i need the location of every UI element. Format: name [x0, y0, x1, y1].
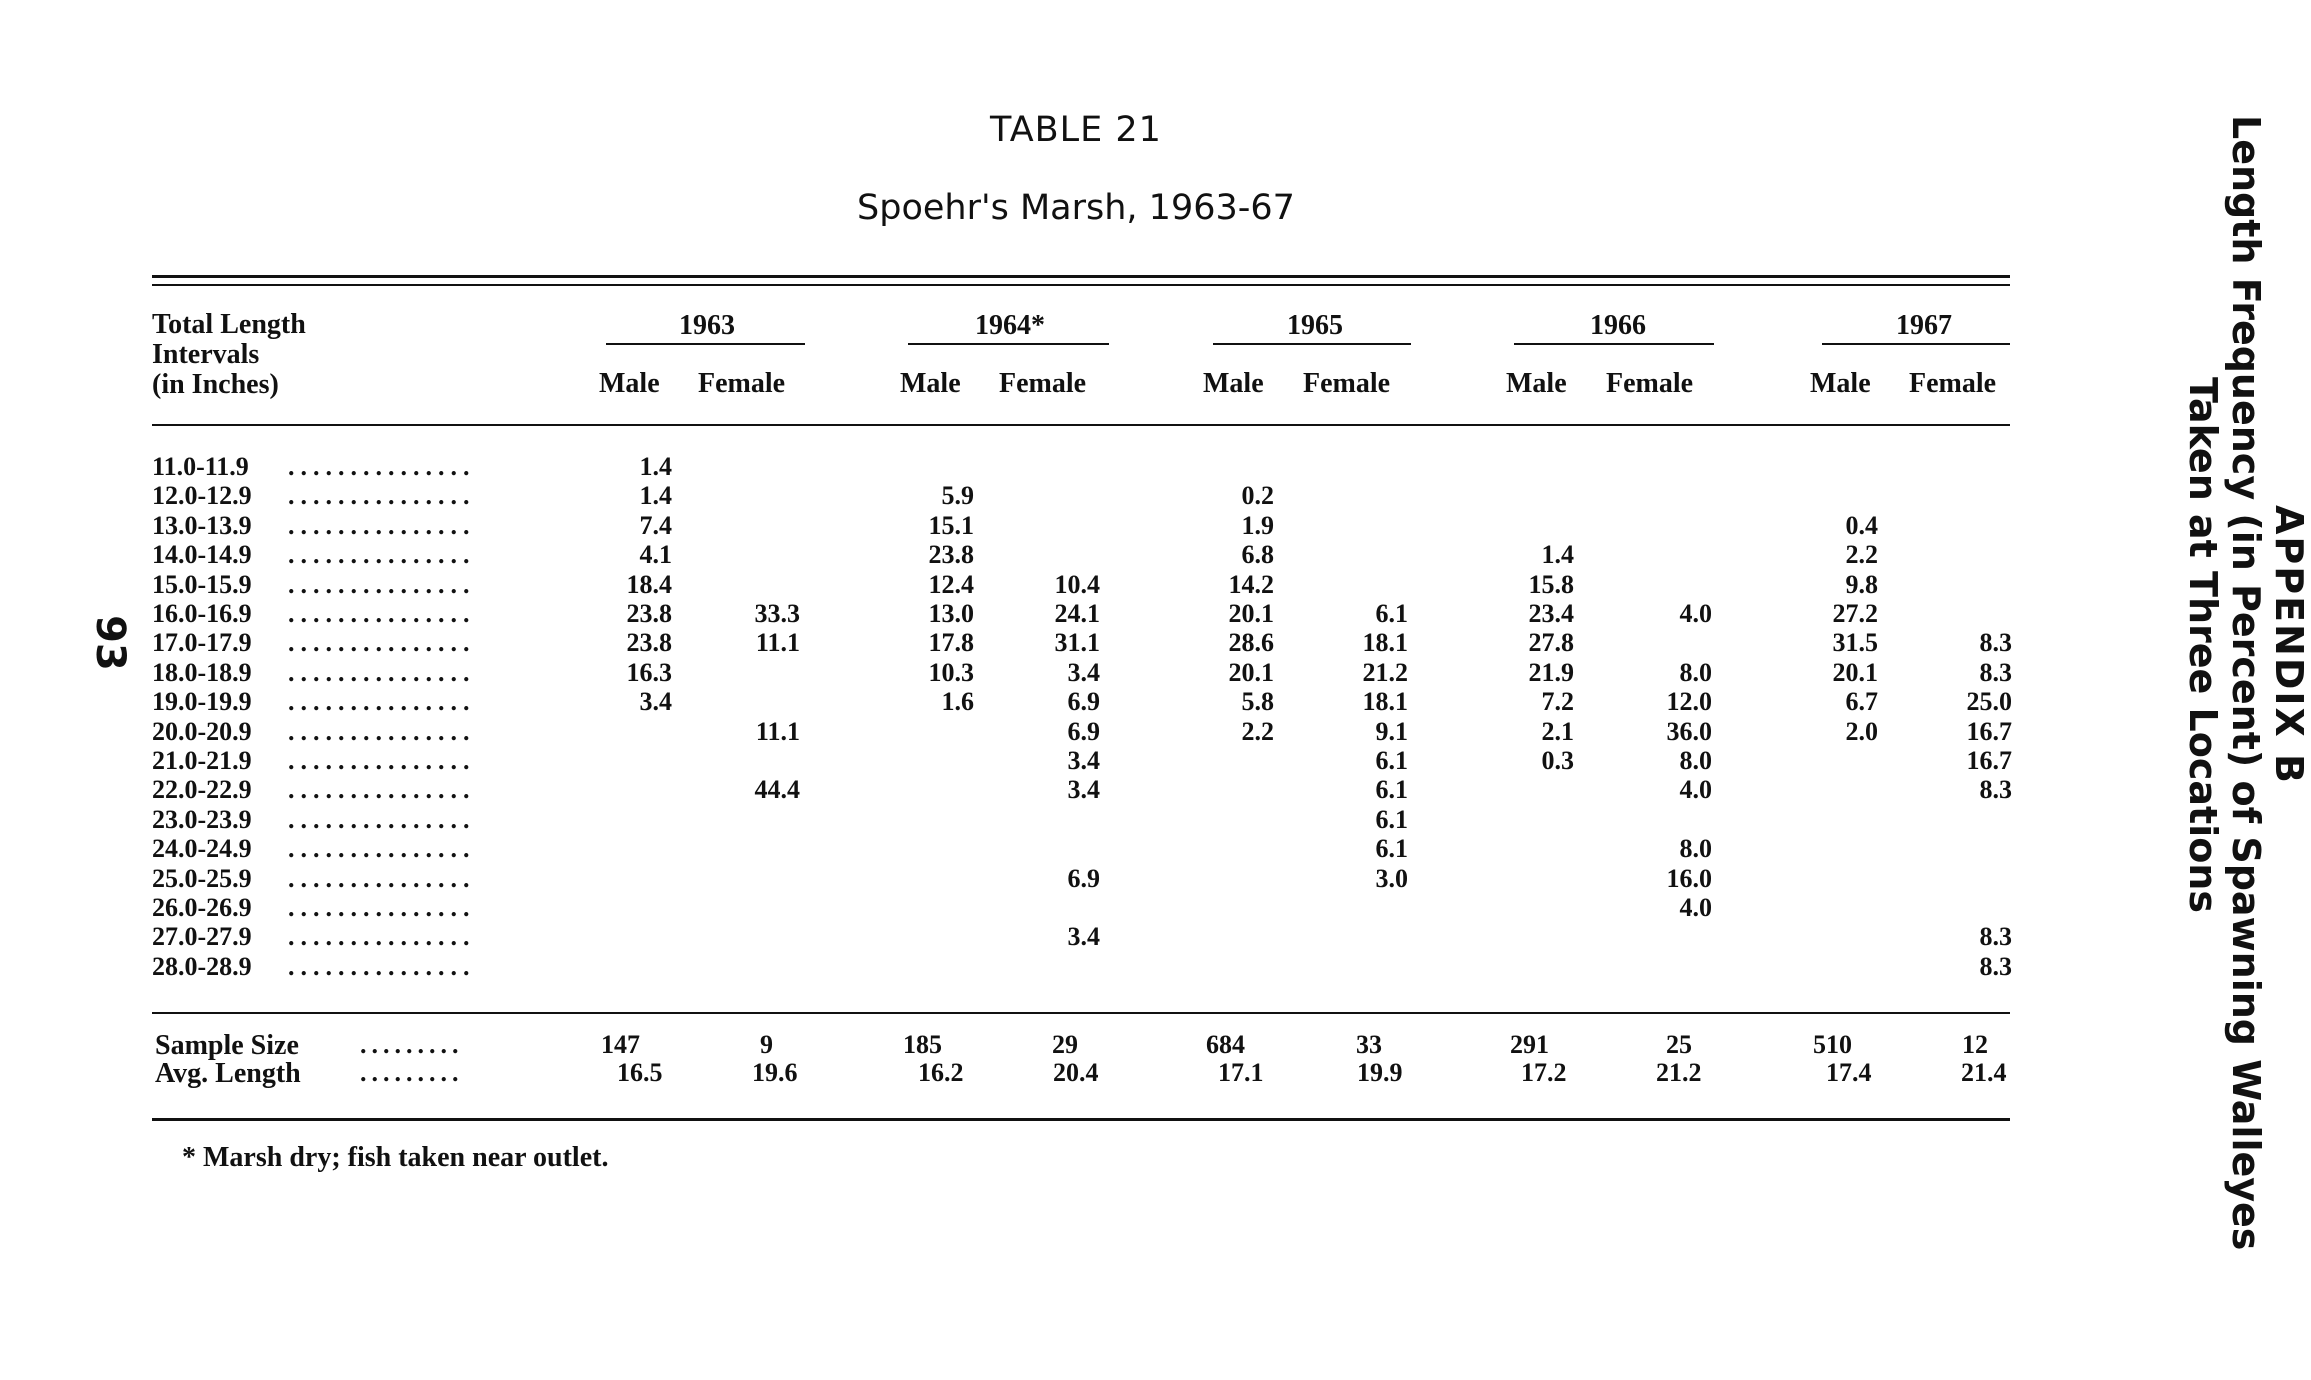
table-cell: 8.0 — [1679, 746, 1712, 775]
table-top-rule-secondary — [152, 284, 2010, 286]
table-cell: 4.0 — [1679, 599, 1712, 628]
interval-label: 20.0-20.9 — [152, 716, 252, 746]
year-header-1: 1964* — [975, 310, 1045, 341]
footer-cell: 16.2 — [918, 1058, 964, 1087]
year-header-0: 1963 — [679, 310, 735, 341]
table-cell: 9.1 — [1375, 716, 1408, 746]
footer-cell: 17.4 — [1826, 1058, 1872, 1087]
dot-leader: ............... — [288, 657, 476, 687]
table-row — [0, 687, 2217, 716]
dot-leader: ............... — [288, 893, 476, 922]
table-cell: 18.1 — [1362, 628, 1408, 658]
avg-length-row — [0, 1058, 2217, 1088]
table-cell: 25.0 — [1966, 687, 2012, 717]
dot-leader: ............... — [288, 452, 476, 481]
table-row — [0, 717, 2217, 746]
page-number: 93 — [86, 615, 133, 671]
table-cell: 24.1 — [1054, 599, 1100, 628]
table-cell: 5.9 — [941, 481, 974, 511]
interval-label: 17.0-17.9 — [152, 628, 252, 658]
table-cell: 21.2 — [1362, 657, 1408, 687]
table-cell: 4.0 — [1679, 775, 1712, 805]
appendix-title-line2: Taken at Three Locations — [2181, 377, 2225, 913]
table-cell: 4.0 — [1679, 893, 1712, 922]
footer-cell: 147 — [601, 1030, 640, 1059]
year-header-line-4 — [1822, 343, 2010, 345]
footer-cell: 9 — [760, 1030, 773, 1059]
sample-size-row — [0, 1030, 2217, 1060]
dot-leader: ............... — [288, 922, 476, 952]
table-cell: 1.4 — [639, 452, 672, 481]
male-header-0: Male — [599, 368, 660, 399]
bottom-rule — [152, 1118, 2010, 1121]
table-cell: 8.0 — [1679, 657, 1712, 687]
dot-leader: ............... — [288, 569, 476, 599]
table-cell: 16.0 — [1666, 863, 1712, 893]
footer-cell: 29 — [1052, 1030, 1078, 1059]
interval-label: 21.0-21.9 — [152, 746, 252, 775]
sample-size-row-label: Sample Size — [155, 1030, 299, 1061]
table-row — [0, 570, 2217, 599]
footer-cell: 17.2 — [1521, 1058, 1567, 1087]
dot-leader: ............... — [288, 540, 476, 570]
table-row — [0, 775, 2217, 804]
dot-leader: ............... — [288, 951, 476, 981]
table-cell: 18.1 — [1362, 687, 1408, 717]
interval-label: 22.0-22.9 — [152, 775, 252, 805]
table-cell: 6.1 — [1375, 775, 1408, 805]
male-header-1: Male — [900, 368, 961, 399]
table-cell: 27.2 — [1832, 599, 1878, 628]
interval-label: 13.0-13.9 — [152, 510, 252, 540]
footer-cell: 21.4 — [1961, 1058, 2007, 1087]
table-cell: 1.9 — [1241, 510, 1274, 540]
table-cell: 18.4 — [626, 569, 672, 599]
table-cell: 2.1 — [1541, 716, 1574, 746]
dot-leader: ............... — [288, 863, 476, 893]
table-cell: 10.3 — [928, 657, 974, 687]
female-header-0: Female — [698, 368, 786, 399]
table-cell: 15.1 — [928, 510, 974, 540]
table-cell: 3.4 — [1067, 922, 1100, 952]
footnote: * Marsh dry; fish taken near outlet. — [182, 1142, 609, 1173]
header-rule — [152, 424, 2010, 426]
table-cell: 4.1 — [639, 540, 672, 570]
table-cell: 0.4 — [1845, 510, 1878, 540]
interval-label: 28.0-28.9 — [152, 951, 252, 981]
year-header-line-0 — [606, 343, 805, 345]
table-cell: 12.0 — [1666, 687, 1712, 717]
interval-label: 24.0-24.9 — [152, 834, 252, 864]
female-header-3: Female — [1606, 368, 1694, 399]
table-cell: 3.0 — [1375, 863, 1408, 893]
table-cell: 0.3 — [1541, 746, 1574, 775]
interval-label: 23.0-23.9 — [152, 804, 252, 834]
appendix-label: APPENDIX B — [2267, 504, 2311, 786]
row-header — [152, 310, 306, 400]
male-header-3: Male — [1506, 368, 1567, 399]
interval-label: 15.0-15.9 — [152, 569, 252, 599]
footer-cell: 291 — [1510, 1030, 1549, 1059]
table-title: TABLE 21 — [990, 110, 1162, 150]
table-cell: 31.1 — [1054, 628, 1100, 658]
interval-label: 18.0-18.9 — [152, 657, 252, 687]
table-cell: 8.3 — [1979, 657, 2012, 687]
table-row — [0, 481, 2217, 510]
year-header-line-2 — [1213, 343, 1411, 345]
table-cell: 15.8 — [1528, 569, 1574, 599]
year-header-line-3 — [1514, 343, 1714, 345]
table-cell: 1.4 — [639, 481, 672, 511]
table-row — [0, 599, 2217, 628]
table-cell: 2.0 — [1845, 716, 1878, 746]
dot-leader: ............... — [288, 775, 476, 805]
table-cell: 33.3 — [754, 599, 800, 628]
table-cell: 12.4 — [928, 569, 974, 599]
table-cell: 11.1 — [755, 628, 800, 658]
table-cell: 20.1 — [1228, 657, 1274, 687]
year-header-3: 1966 — [1590, 310, 1646, 341]
table-cell: 3.4 — [639, 687, 672, 717]
table-cell: 8.3 — [1979, 775, 2012, 805]
dot-leader: ............... — [288, 716, 476, 746]
interval-label: 26.0-26.9 — [152, 893, 252, 922]
male-header-2: Male — [1203, 368, 1264, 399]
table-top-rule — [152, 275, 2010, 278]
table-cell: 8.3 — [1979, 628, 2012, 658]
year-header-2: 1965 — [1287, 310, 1343, 341]
dot-leader: ............... — [288, 481, 476, 511]
footer-cell: 510 — [1813, 1030, 1852, 1059]
table-row — [0, 864, 2217, 893]
body-rule — [152, 1012, 2010, 1014]
dot-leader: ............... — [288, 599, 476, 628]
table-cell: 17.8 — [928, 628, 974, 658]
table-cell: 14.2 — [1228, 569, 1274, 599]
table-cell: 6.1 — [1375, 599, 1408, 628]
female-header-4: Female — [1909, 368, 1997, 399]
table-cell: 31.5 — [1832, 628, 1878, 658]
table-cell: 6.1 — [1375, 804, 1408, 834]
table-cell: 44.4 — [754, 775, 800, 805]
table-row — [0, 452, 2217, 481]
table-cell: 3.4 — [1067, 746, 1100, 775]
table-cell: 20.1 — [1228, 599, 1274, 628]
table-cell: 0.2 — [1241, 481, 1274, 511]
footer-cell: 684 — [1206, 1030, 1245, 1059]
table-cell: 36.0 — [1666, 716, 1712, 746]
footer-cell: 25 — [1666, 1030, 1692, 1059]
avg-length-row-label: Avg. Length — [155, 1058, 301, 1089]
dot-leader: ............... — [288, 510, 476, 540]
footer-cell: 185 — [903, 1030, 942, 1059]
table-cell: 5.8 — [1241, 687, 1274, 717]
dot-leader: ............... — [288, 746, 476, 775]
interval-label: 14.0-14.9 — [152, 540, 252, 570]
table-row — [0, 834, 2217, 863]
table-cell: 9.8 — [1845, 569, 1878, 599]
footer-cell: 17.1 — [1218, 1058, 1264, 1087]
table-row — [0, 746, 2217, 775]
table-row — [0, 511, 2217, 540]
year-header-line-1 — [908, 343, 1109, 345]
table-cell: 6.9 — [1067, 687, 1100, 717]
table-cell: 6.9 — [1067, 716, 1100, 746]
table-cell: 23.8 — [626, 599, 672, 628]
appendix-title-line1: Length Frequency (in Percent) of Spawning Walleyes — [2224, 115, 2268, 1251]
table-cell: 23.8 — [626, 628, 672, 658]
table-row — [0, 952, 2217, 981]
footer-cell: 33 — [1356, 1030, 1382, 1059]
interval-label: 16.0-16.9 — [152, 599, 252, 628]
row-header-line3: (in Inches) — [152, 369, 279, 400]
dot-leader: ......... — [360, 1058, 464, 1087]
interval-label: 27.0-27.9 — [152, 922, 252, 952]
year-header-4: 1967 — [1896, 310, 1952, 341]
table-cell: 27.8 — [1528, 628, 1574, 658]
row-header-line1: Total Length — [152, 309, 306, 340]
footer-cell: 12 — [1962, 1030, 1988, 1059]
dot-leader: ............... — [288, 687, 476, 717]
table-cell: 16.7 — [1966, 746, 2012, 775]
table-cell: 2.2 — [1845, 540, 1878, 570]
dot-leader: ............... — [288, 834, 476, 864]
table-cell: 6.9 — [1067, 863, 1100, 893]
table-cell: 16.7 — [1966, 716, 2012, 746]
interval-label: 19.0-19.9 — [152, 687, 252, 717]
table-cell: 10.4 — [1054, 569, 1100, 599]
table-row — [0, 893, 2217, 922]
footer-cell: 16.5 — [617, 1058, 663, 1087]
table-row — [0, 540, 2217, 569]
footer-cell: 19.9 — [1357, 1058, 1403, 1087]
table-cell: 3.4 — [1067, 657, 1100, 687]
dot-leader: ............... — [288, 628, 476, 658]
dot-leader: ......... — [360, 1030, 464, 1059]
table-cell: 1.6 — [941, 687, 974, 717]
table-row — [0, 658, 2217, 687]
table-cell: 7.2 — [1541, 687, 1574, 717]
table-row — [0, 805, 2217, 834]
table-cell: 11.1 — [755, 716, 800, 746]
table-cell: 23.8 — [928, 540, 974, 570]
female-header-1: Female — [999, 368, 1087, 399]
table-cell: 16.3 — [626, 657, 672, 687]
table-cell: 6.7 — [1845, 687, 1878, 717]
male-header-4: Male — [1810, 368, 1871, 399]
table-cell: 8.3 — [1979, 951, 2012, 981]
footer-cell: 20.4 — [1053, 1058, 1099, 1087]
footer-cell: 19.6 — [752, 1058, 798, 1087]
table-cell: 1.4 — [1541, 540, 1574, 570]
row-header-line2: Intervals — [152, 339, 260, 370]
female-header-2: Female — [1303, 368, 1391, 399]
table-cell: 13.0 — [928, 599, 974, 628]
table-row — [0, 628, 2217, 657]
table-cell: 21.9 — [1528, 657, 1574, 687]
dot-leader: ............... — [288, 804, 476, 834]
table-cell: 6.1 — [1375, 834, 1408, 864]
table-cell: 7.4 — [639, 510, 672, 540]
interval-label: 25.0-25.9 — [152, 863, 252, 893]
table-subtitle: Spoehr's Marsh, 1963-67 — [857, 188, 1295, 228]
table-cell: 8.0 — [1679, 834, 1712, 864]
table-cell: 8.3 — [1979, 922, 2012, 952]
table-cell: 6.8 — [1241, 540, 1274, 570]
table-cell: 28.6 — [1228, 628, 1274, 658]
table-row — [0, 922, 2217, 951]
table-cell: 3.4 — [1067, 775, 1100, 805]
footer-cell: 21.2 — [1656, 1058, 1702, 1087]
interval-label: 12.0-12.9 — [152, 481, 252, 511]
table-cell: 20.1 — [1832, 657, 1878, 687]
table-cell: 2.2 — [1241, 716, 1274, 746]
table-cell: 6.1 — [1375, 746, 1408, 775]
table-cell: 23.4 — [1528, 599, 1574, 628]
interval-label: 11.0-11.9 — [152, 452, 249, 481]
